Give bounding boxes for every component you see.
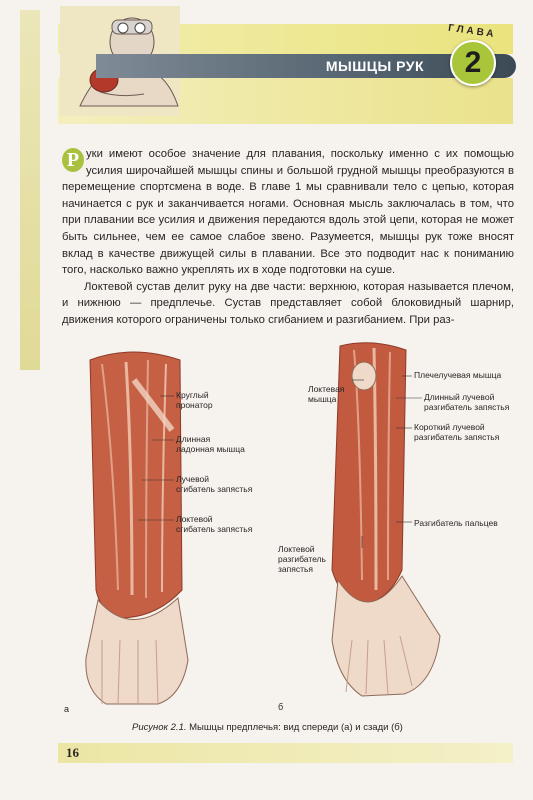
caption-number: Рисунок 2.1. (132, 722, 187, 733)
body-text (62, 146, 514, 329)
label-ext-carpi-radialis-longus: Длинный лучевой разгибатель запястья (424, 392, 510, 412)
paragraph-2: Локтевой сустав делит руку на две части: верхнюю, которая называется плечом, и нижнюю — предплечье. Сустав представляет собой блоковидный шарнир, движения которого ограничены только сгибанием и разгибанием. При раз- (62, 280, 514, 326)
paragraph-1-text: уки имеют особое значение для плавания, поскольку именно с их помощью усилия широчайшей мышцы спины и большой грудной мышцы преобразуются в перемещение спортсмена в воде. В главе 1 мы сравнивали тело с цепью, которая начинается с рук и заканчивается ногами. Основная мысль заключалась в том, что при плавании все усилия и движения передаются вдоль этой цепи, которая не может быть сильнее, чем ее самое слабое звено. Разумеется, мышцы рук тоже вносят вклад в качестве движущей силы в плавании. Все это подводит нас к пониманию того, насколько важно укреплять их в ходе подготовки на суше. (62, 148, 514, 277)
label-long-palmar: Длинная ладонная мышца (176, 434, 245, 454)
footer-bar (58, 743, 513, 763)
label-brachioradialis: Плечелучевая мышца (414, 370, 502, 380)
chapter-number-badge: 2 (450, 40, 496, 86)
panel-letter-a: а (64, 704, 70, 714)
side-strip (20, 10, 40, 370)
label-ulnar-flexor: Локтевой сгибатель запястья (176, 514, 253, 534)
figure-caption (132, 722, 512, 733)
chapter-title: МЫШЦЫ РУК (325, 58, 424, 74)
label-ext-digitorum: Разгибатель пальцев (414, 518, 498, 528)
label-ext-carpi-radialis-brevis: Короткий лучевой разгибатель запястья (414, 422, 500, 442)
label-anconeus: Локтевая мышца (308, 384, 345, 404)
panel-letter-b: б (278, 702, 284, 712)
caption-text: Мышцы предплечья: вид спереди (а) и сзади (б) (186, 722, 403, 733)
label-ext-carpi-ulnaris: Локтевой разгибатель запястья (278, 544, 326, 574)
paragraph-1 (62, 146, 514, 279)
page-number: 16 (66, 745, 79, 760)
dropcap: Р (62, 148, 84, 172)
forearm-figure (62, 340, 514, 720)
label-radial-flexor: Лучевой сгибатель запястья (176, 474, 253, 494)
label-round-pronator: Круглый пронатор (176, 390, 213, 410)
chapter-word: ГЛАВА (447, 22, 498, 41)
forearm-front-view (86, 352, 188, 704)
